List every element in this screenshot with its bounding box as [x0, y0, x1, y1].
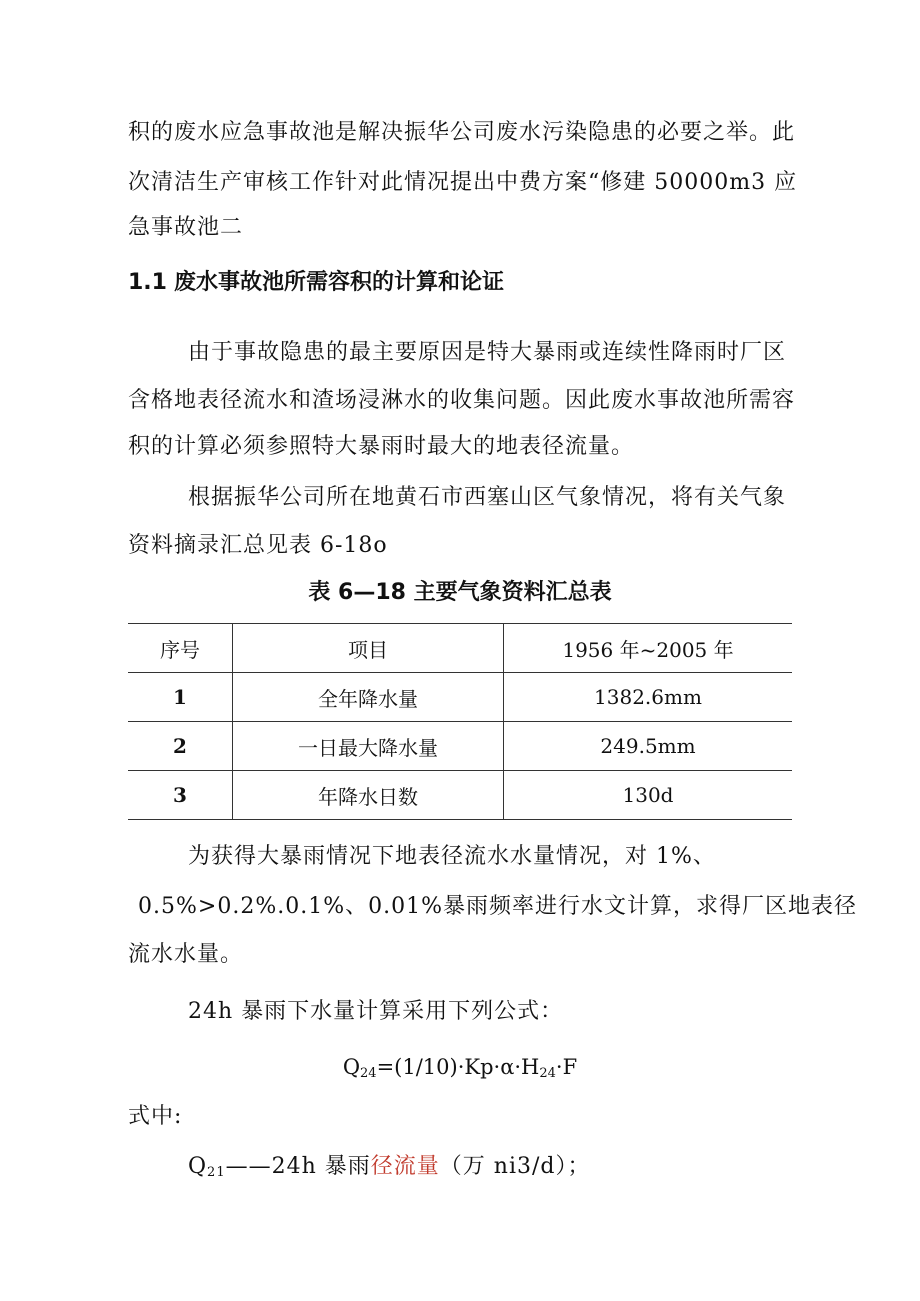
intro-line-2: 次清洁生产审核工作针对此情况提出中费方案“修建 50000m3 应 [128, 170, 798, 195]
row-item: 年降水日数 [233, 771, 504, 820]
source-line-2: 资料摘录汇总见表 6-18o [128, 533, 388, 558]
def-q: Q [188, 1154, 208, 1179]
def-dash-text: ——24h 暴雨 [225, 1154, 371, 1179]
source-line-1: 根据振华公司所在地黄石市西塞山区气象情况，将有关气象 [188, 485, 787, 510]
table-row [128, 722, 792, 771]
section-number: 1.1 [128, 270, 167, 295]
row-item: 全年降水量 [233, 673, 504, 722]
row-index: 3 [128, 771, 233, 820]
formula-tail: ·F [555, 1055, 578, 1079]
formula [0, 1052, 920, 1089]
cause-line-1: 由于事故隐患的最主要原因是特大暴雨或连续性降雨时厂区 [188, 340, 787, 365]
calc-line-1: 为获得大暴雨情况下地表径流水水量情况，对 1%、 [188, 844, 716, 869]
formula-q: Q [342, 1055, 361, 1079]
header-cell-item: 项目 [233, 624, 504, 673]
def-q-subscript: 21 [207, 1165, 226, 1180]
formula-middle: =(1/10)·Kp·α·H [376, 1055, 540, 1079]
calc-line-2: 0.5%>0.2%.0.1%、0.01%暴雨频率进行水文计算，求得厂区地表径 [138, 894, 857, 919]
formula-intro: 24h 暴雨下水量计算采用下列公式： [188, 999, 564, 1024]
def-highlight: 径流量 [370, 1154, 440, 1179]
table-header-row [128, 624, 792, 673]
row-index: 1 [128, 673, 233, 722]
variable-definition [188, 1152, 590, 1188]
section-title: 废水事故池所需容积的计算和论证 [174, 270, 505, 295]
def-unit: （万 ni3/d）； [439, 1154, 591, 1179]
cause-line-3: 积的计算必须参照特大暴雨时最大的地表径流量。 [128, 434, 635, 459]
header-cell-index: 序号 [128, 624, 233, 673]
header-cell-period: 1956 年~2005 年 [504, 624, 793, 673]
formula-q-subscript: 24 [360, 1066, 377, 1081]
formula-h-subscript: 24 [539, 1066, 556, 1081]
weather-table [128, 623, 792, 820]
row-item: 一日最大降水量 [233, 722, 504, 771]
section-heading [128, 268, 504, 298]
intro-line-1: 积的废水应急事故池是解决振华公司废水污染隐患的必要之举。此 [128, 120, 796, 145]
cause-line-2: 含格地表径流水和渣场浸淋水的收集问题。因此废水事故池所需容 [128, 388, 796, 413]
table-caption: 表 6—18 主要气象资料汇总表 [308, 580, 612, 605]
row-value: 1382.6mm [504, 673, 793, 722]
calc-line-3: 流水水量。 [128, 942, 244, 967]
table-row [128, 771, 792, 820]
table-row [128, 673, 792, 722]
intro-line-3: 急事故池二 [128, 215, 244, 240]
row-value: 130d [504, 771, 793, 820]
row-index: 2 [128, 722, 233, 771]
where-label: 式中: [128, 1104, 183, 1129]
row-value: 249.5mm [504, 722, 793, 771]
